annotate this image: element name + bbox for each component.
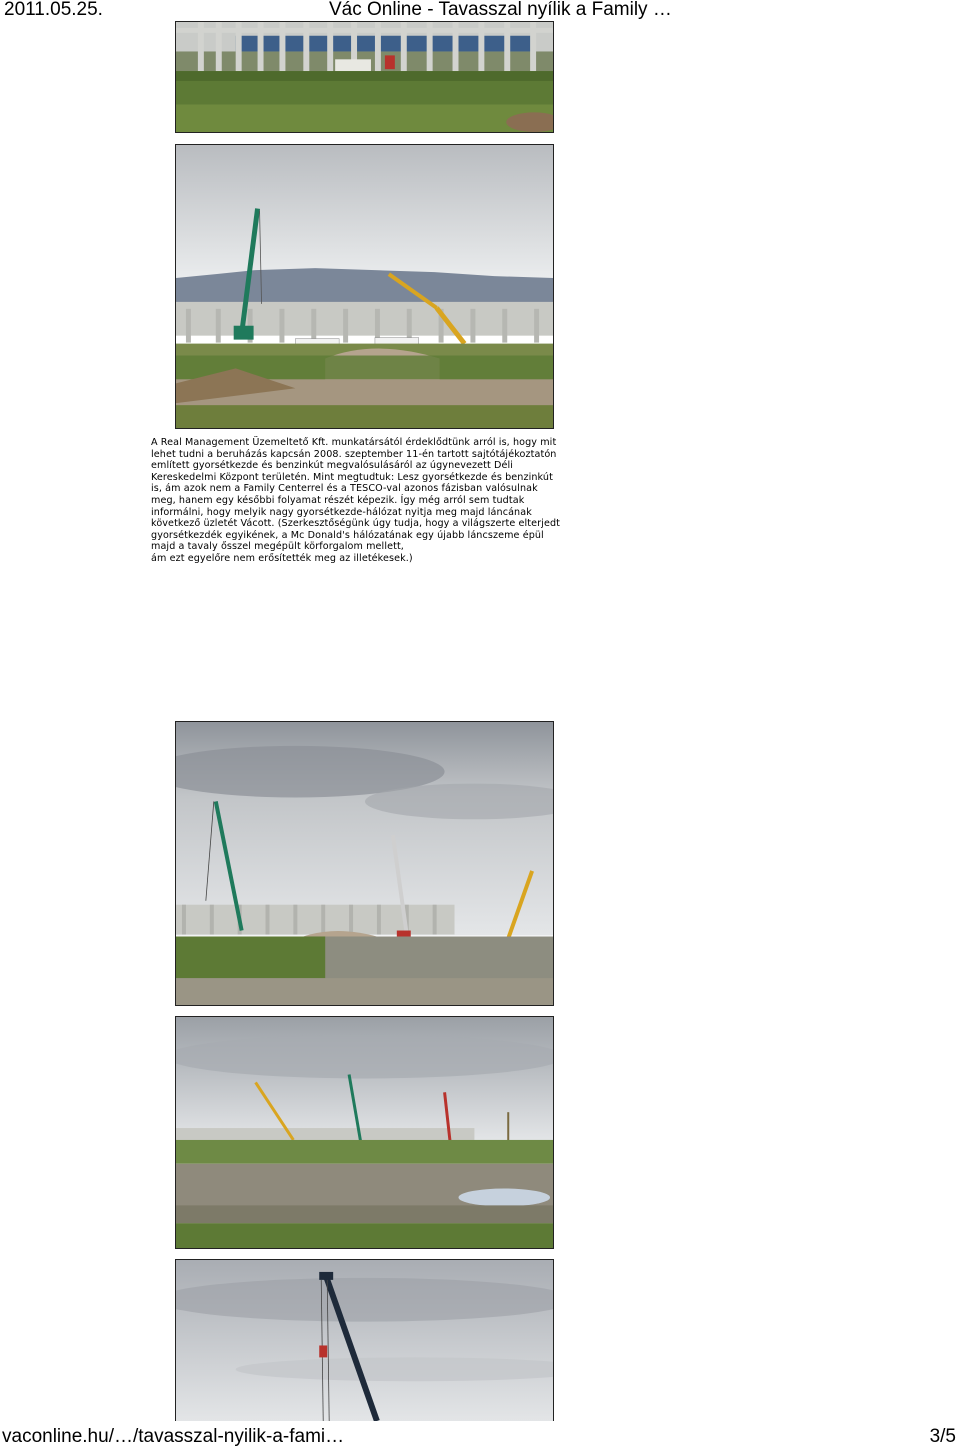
article-line: is, ám azok nem a Family Centerrel és a TESCO-val azonos fázisban valósulnak xyxy=(151,483,538,495)
article-line: majd a tavaly ősszel megépült körforgalom mellett, xyxy=(151,541,404,553)
footer-page-number: 3/5 xyxy=(929,1426,956,1447)
construction-photo-4 xyxy=(175,1016,554,1249)
article-line: következő üzletét Vácott. (Szerkesztőségünk úgy tudja, hogy a világszerte elterjedt xyxy=(151,518,561,530)
article-line: informálni, hogy melyik nagy gyorsétkezde-hálózat nyitja meg majd láncának xyxy=(151,506,532,518)
article-text xyxy=(151,437,591,565)
article-line: ám ezt egyelőre nem erősítették meg az illetékesek.) xyxy=(151,552,413,564)
construction-photo-1 xyxy=(175,21,554,133)
construction-photo-3 xyxy=(175,721,554,1006)
construction-photo-5 xyxy=(175,1259,554,1421)
article-line: lehet tudni a beruházás kapcsán 2008. szeptember 11-én tartott sajtótájékoztatón xyxy=(151,448,557,460)
construction-photo-2 xyxy=(175,144,554,429)
article-line: gyorsétkezdék egyikének, a Mc Donald's hálózatának egy újabb láncszeme épül xyxy=(151,529,544,541)
header-title: Vác Online - Tavasszal nyílik a Family … xyxy=(329,0,672,20)
article-line: A Real Management Üzemeltető Kft. munkatársától érdeklődtünk arról is, hogy mit xyxy=(151,437,557,448)
article-line: említett gyorsétkezde és benzinkút megvalósulásáról az úgynevezett Déli xyxy=(151,460,514,472)
footer-url: vaconline.hu/…/tavasszal-nyilik-a-fami… xyxy=(2,1426,345,1447)
article-line: meg, hanem egy későbbi folyamat részét képezik. Így még arról sem tudtak xyxy=(151,494,525,506)
header-date: 2011.05.25. xyxy=(4,0,103,20)
article-line: Kereskedelmi Központ területén. Mint megtudtuk: Lesz gyorsétkezde és benzinkút xyxy=(151,471,553,483)
